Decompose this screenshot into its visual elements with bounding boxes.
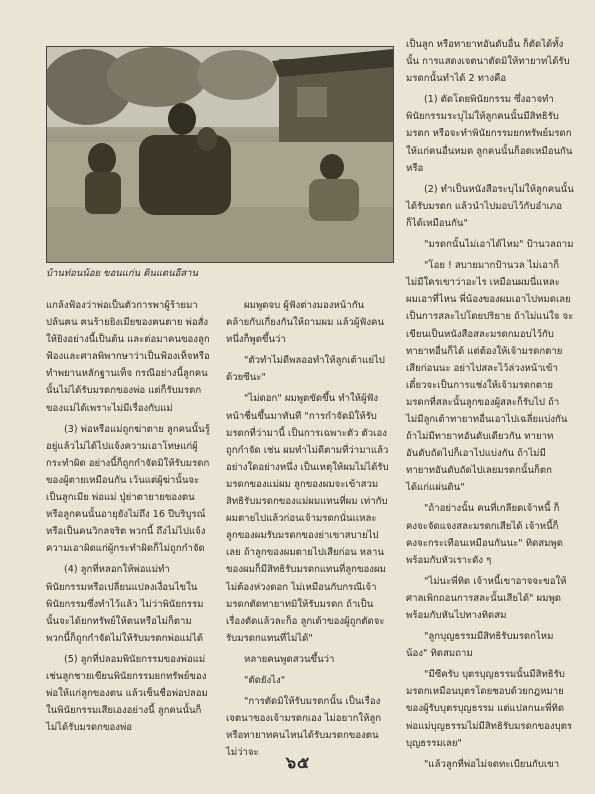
paragraph: "การตัดมิให้รับมรดกนั้น เป็นเรื่องเจตนาของเจ้ามรดกเอง ไม่อยากให้ลูกหรือทายาทคนไหนได้รับมรดกของตน ไม่ว่าจะ <box>226 696 382 759</box>
village-photo <box>46 46 394 263</box>
paragraph: "ไม่ดอก" ผมพูดขัดขึ้น ทำให้ผู้ฟังหน้าชื่นขึ้นมาทันที "การกำจัดมิให้รับมรดกที่ว่ามานี้ เป็นการเฉพาะตัว ตัวเองถูกกำจัด เช่น ผมทำไม่ดีตามที่ว่ามาแล้วอย่างใดอย่างหนึ่ง เป็นเหตุให้ผมไม่ได้รับมรดกของแม่ผม ลูกของผมจะเข้าสวมสิทธิรับมรดกของแม่ผมแทนที่ผม เท่ากับผมตายไปแล้วก่อนเจ้ามรดกนั่นเเหละ ลูกของผมรับมรดกของย่าเขาสบายไปเลย ถ้าลูกของผมตายไปเสียก่อน หลานของผมก็มีสิทธิรับมรดกแทนที่ลูกของผม ไม่ต้องห่วงดอก ไม่เหมือนกับกรณีเจ้ามรดกตัดทายาทมิให้รับมรดก ถ้าเป็นเรื่องตัดแล้วละก็อ ลูกเต้าของผู้ถูกตัดจะรับมรดกแทนที่ไม่ได้" <box>226 393 389 644</box>
paragraph: (1) ตัดโดยพินัยกรรม ซึ่งอาจทำพินัยกรรมระบุไม่ให้ลูกคนนั้นมีสิทธิรับมรดก หรือจะทำพินัยกรรมยกทรัพย์มรดกให้แก่คนอื่นหมด ลูกคนนั้นก็อดเหมือนกัน หรือ <box>406 94 573 174</box>
paragraph: หลายคนพูดสวนขึ้นว่า <box>244 653 335 665</box>
paragraph: (2) ทำเป็นหนังสือระบุไม่ให้ลูกคนนั้นได้รับมรดก แล้วนำไปมอบไว้กับอำเภอ ก็ได้เหมือนกัน" <box>406 183 574 229</box>
paragraph: "โอย ! สบายมากป้านวล ไม่เอาก็ไม่มีใครเขาว่าอะไร เหมือนผมนี่แหละ ผมเอาที่ไหน พี่น้องของผมเอาไปหมดเลย เป็นการสละไปโดยปริยาย ถ้าไม่แน่ใจ จะเขียนเป็นหนังสือสละมรดกมอบไว้กับทายาทอื่นก็ได้ แต่ต้องให้เจ้ามรดกตายเสียก่อนนะ อย่าไปสละไว้ล่วงหน้าเข้า เดี๋ยวจะเป็นการแช่งให้เจ้ามรดกตาย มรดกที่สละนั้นลูกของผู้สละก็รับไป ถ้าไม่มีลูกเต้าทายาทอื่นเอาไปเฉลี่ยแบ่งกัน ถ้าไม่มีทายาทอันดับเดียวกัน ทายาทอันดับถัดไปก็เอาไปแบ่งกัน ถ้าไม่มีทายาทอันดับถัดไปเลยมรดกนั้นก็ตกได้แก่แผ่นดิน" <box>406 260 574 494</box>
paragraph: เป็นลูก หรือทายาทอันดับอื่น ก็ตัดได้ทั้งนั้น การแสดงเจตนาตัดมิให้ทายาทได้รับมรดกนั้นทำได้ 2 ทางคือ <box>406 39 570 85</box>
text-column-2 <box>226 297 390 765</box>
paragraph: ผมพูดจบ ผู้ฟังต่างมองหน้ากัน คล้ายกับเกี่ยงกันให้ถามผม แล้วผู้ฟังคนหนึ่งก็พูดขึ้นว่า <box>226 300 385 346</box>
paragraph: "ไม่นะพี่ทิด เจ้าหนี้เขาอาจจะขอให้ศาลเพิกถอนการสละนั้นเสียได้" ผมพูดพร้อมกับหันไปทางทิดสม <box>406 575 567 621</box>
paragraph: แกล้งฟ้องว่าพ่อเป็นตัวการพาผู้ร้ายมาปล้นฅน ฅนร้ายยิงเมียของฅนตาย พ่อสั่งให้ยิงอย่างนี้เป็นต้น และต่อมาคนของลูกฟ้องและศาลพิพากษาว่าเป็นฟ้องเท็จหรือทำพยานหลักฐานเท็จ กรณีอย่างนี้ลูกคนนั้นไม่ได้รับมรดกของพ่อ แต่ก็รับมรดกของแม่ได้เพราะไม่มีเรื่องกับแม่ <box>46 300 210 414</box>
paragraph: (5) ลูกที่ปลอมพินัยกรรมของพ่อแม่ เช่นลูกชายเขียนพินัยกรรมยกทรัพย์ของพ่อให้แก่ลูกของตน แล้วเซ็นชื่อพ่อปลอม ในพินัยกรรมเสียเองอย่างนี้ ลูกคนนั้นก็ไม่ได้รับมรดกของพ่อ <box>46 653 208 734</box>
paragraph: "ลูกบุญธรรมมีสิทธิรับมรดกไหมน้อง" ทิดสมถาม <box>406 631 554 660</box>
page-number: ๖๕ <box>285 753 311 772</box>
text-column-3 <box>406 36 574 777</box>
paragraph: (3) พ่อหรือแม่ถูกฆ่าตาย ลูกคนนั้นรู้อยู่แล้วไม่ได้ไปแจ้งความเอาโทษแก่ผู้กระทำผิด อย่างนี้ก็ถูกกำจัดมิให้รับมรดกของผู้ตายเหมือนกัน เว้นแต่ผู้ฆ่านั้นจะเป็นลูกเมีย พ่อแม่ ปู่ย่าตายายของตน หรือลูกคนนั้นอายุยังไม่ถึง 16 ปีบริบูรณ์ หรือเป็นคนวิกลจริต พวกนี้ ถึงไม่ไปแจ้งความเอาผิดแก่ผู้กระทำผิดก็ไม่ถูกกำจัด <box>46 423 210 555</box>
paragraph: "มรดกนั้นไม่เอาได้ไหม" ป้านวลถาม <box>424 239 574 251</box>
text-column-1 <box>46 297 210 740</box>
paragraph: "แล้วลูกที่พ่อไม่จดทะเบียนกับเขา <box>424 758 560 770</box>
paragraph: "ตัวทำไม่ดีพลออทำให้ลูกเต้าแย่ไปด้วยซีนะ" <box>226 355 385 384</box>
paragraph: "มีซีครับ บุตรบุญธรรมนั้นมีสิทธิรับมรดกเหมือนบุตรโดยชอบด้วยกฎหมายของผู้รับบุตรบุญธรรม แต่แปลกนะพี่ทิด พ่อแม่บุญธรรมไม่มีสิทธิรับมรดกของบุตรบุญธรรมเลย" <box>406 669 573 749</box>
paragraph: "ถ้าอย่างนั้น คนที่เกลียดเจ้าหนี้ ก็คงจะจัดแจงสละมรดกเสียได้ เจ้าหนี้ก็คงจะกระเทือนเหมือนกันนะ" ทิดสมพูดพร้อมกับหัวเราะดัง ๆ <box>406 503 563 566</box>
photo-caption: บ้านท่อนน้อย ขอนแก่น ดินแดนอีสาน <box>46 268 198 279</box>
paragraph: (4) ลูกที่หลอกให้พ่อแม่ทำพินัยกรรมหรือเปลี่ยนแปลงเงื่อนไขในพินัยกรรมซึ่งทำไว้แล้ว ไม่ว่าพินัยกรรมนั้นจะได้ยกทรัพย์ให้ตนหรือไม่ก็ตาม พวกนี้ก็ถูกกำจัดไม่ให้รับมรดกพ่อแม่ได้ <box>46 564 204 644</box>
paragraph: "ตัดยังไง" <box>244 674 286 686</box>
